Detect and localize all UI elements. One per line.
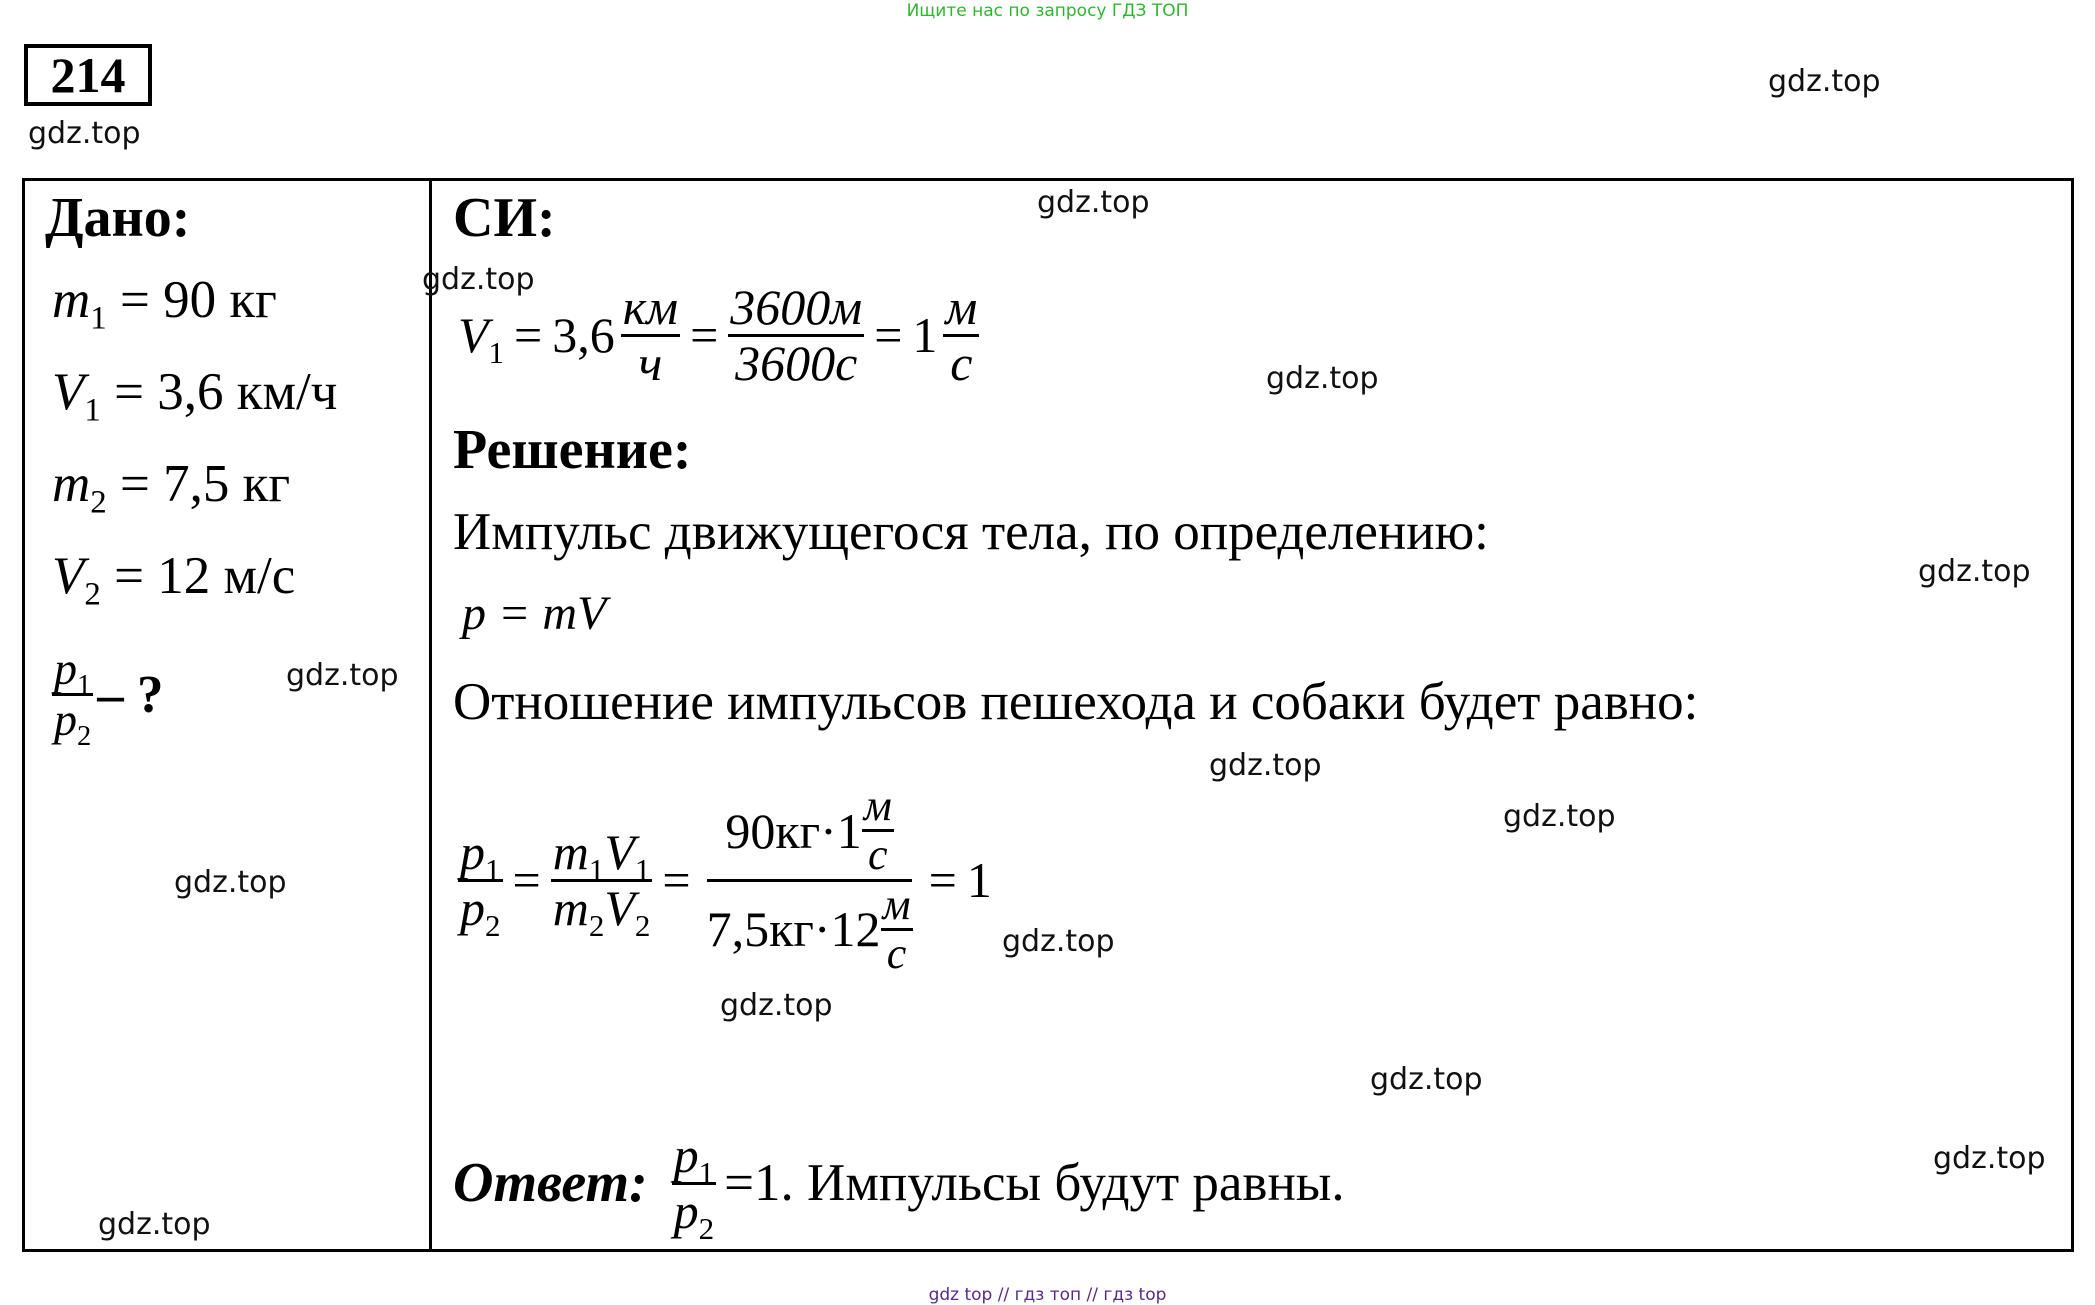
si-conversion: $V_1$ = 3,6 $\frac{км}{ч}$ = $\frac{3600м}{3600с}$ = 1 $\frac{м}{с}$ [458, 279, 978, 391]
top-banner: Ищите нас по запросу ГДЗ ТОП [906, 1, 1189, 21]
watermark: gdz.top [1266, 361, 1379, 396]
watermark: gdz.top [1037, 185, 1150, 220]
solution-title: Решение: [453, 419, 692, 481]
watermark: gdz.top [1209, 748, 1322, 783]
watermark: gdz.top [1918, 554, 2031, 589]
watermark: gdz.top [720, 988, 833, 1023]
momentum-formula: p = mV [462, 587, 607, 640]
watermark: gdz.top [1503, 799, 1616, 834]
ratio-formula: $\frac{p_1}{p_2}$ = $\frac{m_1V_1}{m_2V_2}$ = 90кг·1 $\frac{м}{с}$ 7,5кг·12 $\frac{м}{с}$ = 1 [460, 781, 992, 978]
given-v1: $V_1 = 3,6$ км/ч [52, 363, 338, 429]
given-m1: $m_1 = 90$ кг [52, 271, 277, 337]
watermark: gdz.top [98, 1207, 211, 1242]
given-m2: $m_2 = 7,5$ кг [52, 455, 291, 521]
solution-line-1: Импульс движущегося тела, по определению: [453, 503, 1489, 561]
si-title: СИ: [453, 187, 556, 249]
footer-links: gdz top // гдз топ // гдз top [928, 1285, 1167, 1305]
watermark: gdz.top [28, 116, 141, 151]
given-find: $\frac{p_1}{p_2}$ – ? [54, 643, 164, 753]
given-v2: $V_2 = 12$ м/с [52, 547, 296, 613]
watermark: gdz.top [1002, 924, 1115, 959]
watermark: gdz.top [1768, 64, 1881, 99]
given-title: Дано: [45, 187, 191, 249]
problem-number: 214 [24, 44, 152, 106]
watermark: gdz.top [422, 262, 535, 297]
watermark: gdz.top [1370, 1062, 1483, 1097]
solution-line-2: Отношение импульсов пешехода и собаки будет равно: [453, 673, 1699, 731]
watermark: gdz.top [174, 865, 287, 900]
answer: Ответ: $\frac{p_1}{p_2}$ =1. Импульсы будут равны. [453, 1127, 1345, 1246]
watermark: gdz.top [286, 658, 399, 693]
column-divider [429, 178, 432, 1252]
watermark: gdz.top [1933, 1141, 2046, 1176]
